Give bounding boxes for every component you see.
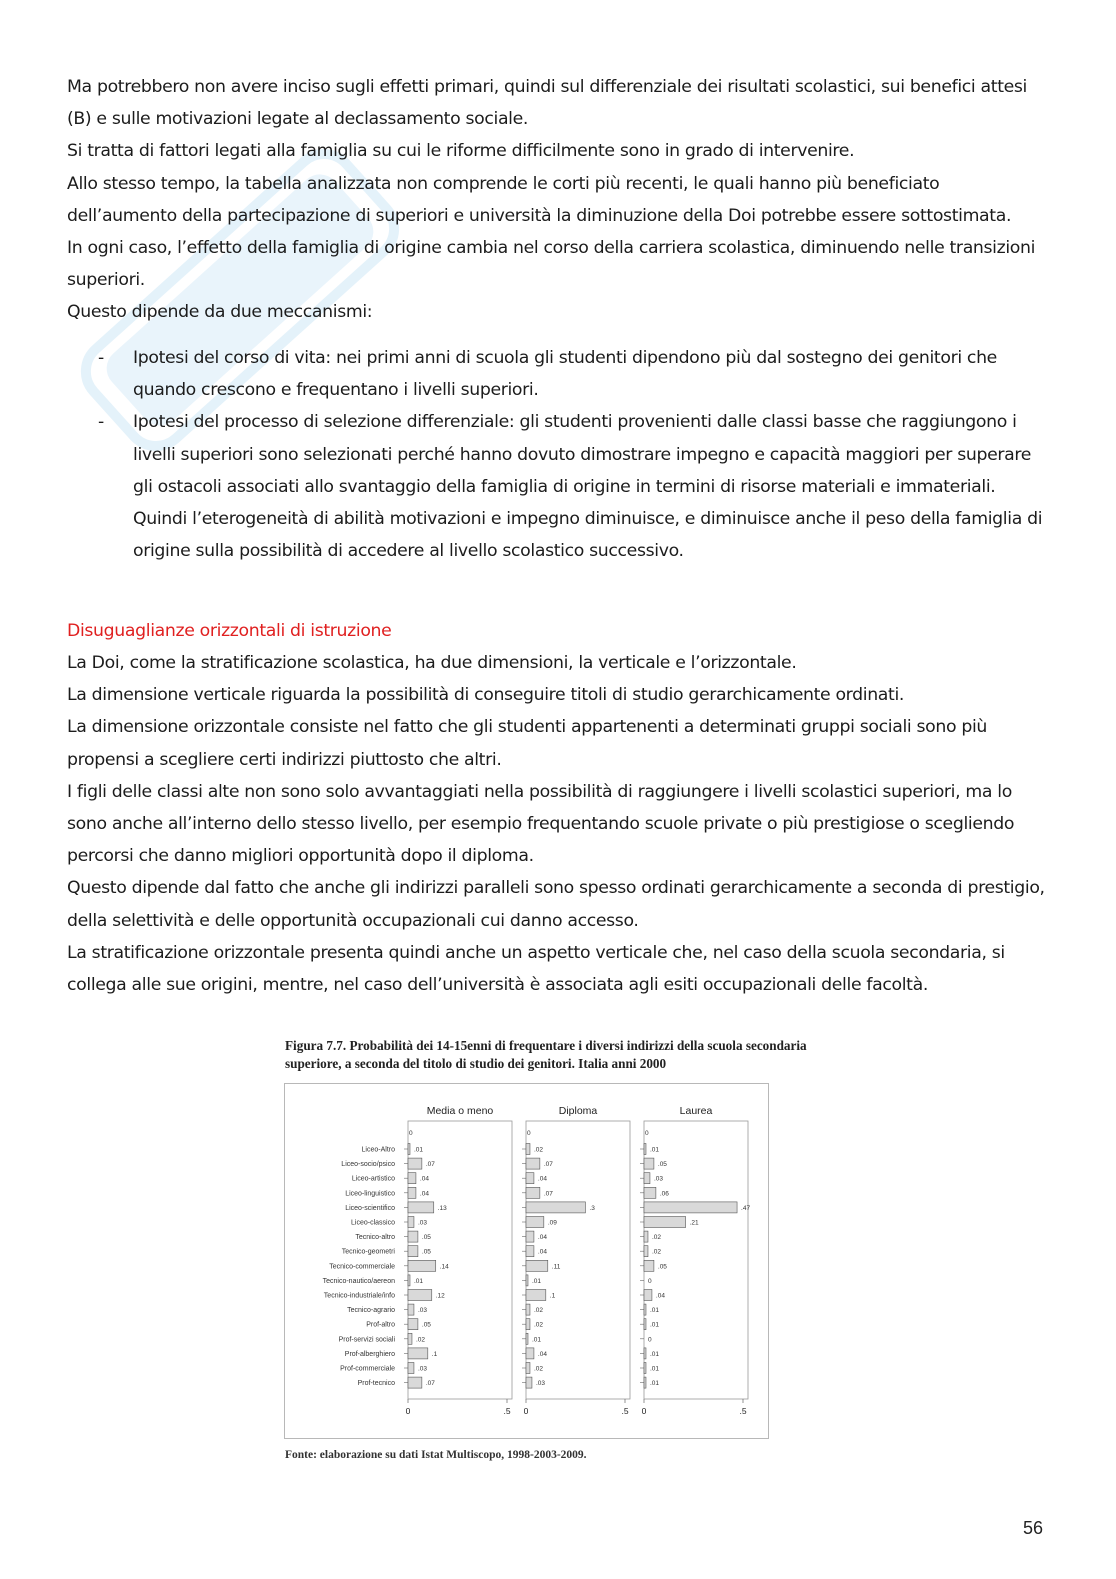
- paragraph: La stratificazione orizzontale presenta quindi anche un aspetto verticale che, nel caso della scuola secondaria, si collega alle sue origini, mentre, nel caso dell’università è associata agli esiti occupazionali delle facoltà.: [67, 942, 1005, 996]
- bar: [526, 1260, 548, 1271]
- paragraph: Questo dipende da due meccanismi:: [67, 302, 373, 323]
- bar: [644, 1319, 646, 1330]
- data-label: .01: [413, 1146, 424, 1154]
- category-label: Tecnico-commerciale: [329, 1263, 395, 1271]
- x-tick-label: 0: [523, 1406, 529, 1416]
- bar: [526, 1290, 546, 1301]
- data-label: .07: [543, 1161, 553, 1169]
- bar: [644, 1173, 650, 1184]
- bar: [644, 1231, 648, 1242]
- data-label: .1: [549, 1292, 556, 1300]
- x-tick-label: .5: [503, 1406, 511, 1416]
- bar: [408, 1173, 416, 1184]
- bar: [644, 1363, 646, 1374]
- top-tick-label: 0: [527, 1130, 531, 1137]
- data-label: .01: [649, 1146, 660, 1154]
- x-tick-label: 0: [641, 1406, 647, 1416]
- data-label: .02: [651, 1234, 662, 1242]
- data-label: .01: [413, 1277, 424, 1285]
- bar: [408, 1275, 410, 1286]
- dash-bullet-icon: -: [98, 348, 104, 368]
- panel-title: Laurea: [679, 1105, 713, 1117]
- figure-frame: [284, 1083, 769, 1439]
- data-label: .05: [421, 1321, 431, 1329]
- bar: [644, 1187, 656, 1198]
- panel-title: Diploma: [558, 1105, 598, 1117]
- data-label: .12: [435, 1292, 445, 1300]
- x-tick-label: .5: [739, 1406, 747, 1416]
- paragraph: La Doi, come la stratificazione scolastica, ha due dimensioni, la verticale e l’orizzontale.: [67, 653, 797, 673]
- data-label: .02: [533, 1321, 544, 1329]
- bar: [526, 1304, 530, 1315]
- list-item-text: Ipotesi del corso di vita: nei primi anni di scuola gli studenti dipendono più dal sostegno dei genitori che quando crescono e frequentano i livelli superiori.: [133, 348, 997, 401]
- bar: [526, 1158, 540, 1169]
- data-label: 0: [648, 1277, 652, 1285]
- bar: [526, 1319, 530, 1330]
- bar: [408, 1304, 414, 1315]
- paragraph: La dimensione orizzontale consiste nel fatto che gli studenti appartenenti a determinati gruppi sociali sono più propensi a scegliere certi indirizzi piuttosto che altri.: [67, 717, 988, 770]
- category-label: Liceo-linguistico: [345, 1190, 395, 1198]
- list-item: [98, 406, 1043, 503]
- data-label: .01: [531, 1336, 542, 1344]
- bar: [526, 1275, 528, 1286]
- data-label: .03: [417, 1307, 427, 1315]
- data-label: .14: [439, 1263, 449, 1271]
- data-label: .04: [655, 1292, 665, 1300]
- bar: [644, 1202, 737, 1213]
- bar: [644, 1144, 646, 1155]
- data-label: .06: [659, 1190, 669, 1198]
- data-label: .03: [653, 1175, 663, 1183]
- bar: [644, 1260, 654, 1271]
- bar: [526, 1217, 544, 1228]
- data-label: .07: [425, 1161, 435, 1169]
- bar: [526, 1173, 534, 1184]
- bar: [408, 1158, 422, 1169]
- bar: [408, 1363, 414, 1374]
- category-label: Liceo-socio/psico: [341, 1161, 395, 1169]
- bar: [408, 1217, 414, 1228]
- bar: [526, 1231, 534, 1242]
- data-label: .05: [421, 1234, 431, 1242]
- bar: [408, 1187, 416, 1198]
- paragraph: La dimensione verticale riguarda la possibilità di conseguire titoli di studio gerarchicamente ordinati.: [67, 685, 905, 706]
- data-label: .07: [425, 1380, 435, 1388]
- category-label: Liceo-classico: [351, 1219, 395, 1227]
- category-label: Prof-commerciale: [340, 1365, 395, 1373]
- data-label: .1: [431, 1350, 438, 1358]
- data-label: .11: [551, 1263, 561, 1271]
- data-label: .01: [649, 1321, 660, 1329]
- intro-paragraphs: [67, 71, 1052, 329]
- category-label: Tecnico-altro: [355, 1234, 395, 1242]
- data-label: .09: [547, 1219, 557, 1227]
- bar: [526, 1363, 530, 1374]
- bar: [526, 1246, 534, 1257]
- bar: [408, 1348, 428, 1359]
- bar: [644, 1304, 646, 1315]
- category-label: Prof-tecnico: [357, 1380, 395, 1388]
- data-label: .02: [415, 1336, 426, 1344]
- paragraph: Allo stesso tempo, la tabella analizzata non comprende le corti più recenti, le quali hanno più beneficiato dell’aumento della partecipazione di superiori e università la diminuzione della Doi potrebbe essere sottostimata.: [67, 173, 1012, 226]
- paragraph: Questo dipende dal fatto che anche gli indirizzi paralleli sono spesso ordinati gerarchicamente a seconda di prestigio, della selettività e delle opportunità occupazionali cui danno accesso.: [67, 878, 1045, 931]
- paragraph: Ma potrebbero non avere inciso sugli effetti primari, quindi sul differenziale dei risultati scolastici, sui benefici attesi (B) e sulle motivazioni legate al declassamento sociale.: [67, 77, 1028, 130]
- data-label: .47: [741, 1204, 751, 1212]
- page-number: 56: [1022, 1518, 1043, 1538]
- bar: [526, 1144, 530, 1155]
- top-tick-label: 0: [645, 1130, 649, 1137]
- section-heading: Disuguaglianze orizzontali di istruzione: [67, 621, 392, 641]
- category-label: Prof-servizi sociali: [338, 1336, 395, 1344]
- bar: [526, 1333, 528, 1344]
- figure-source: Fonte: elaborazione su dati Istat Multiscopo, 1998-2003-2009.: [285, 1449, 587, 1461]
- list-item-text: Ipotesi del processo di selezione differenziale: gli studenti provenienti dalle classi basse che raggiungono i livelli superiori sono selezionati perché hanno dovuto dimostrare impegno e capacità maggiori per superare gli ostacoli associati allo svantaggio della famiglia di origine in termini di risorse materiali e immateriali.: [133, 412, 1032, 497]
- bar: [408, 1260, 436, 1271]
- data-label: .01: [649, 1350, 660, 1358]
- data-label: .04: [537, 1175, 547, 1183]
- data-label: .02: [533, 1365, 544, 1373]
- data-label: .3: [589, 1204, 595, 1212]
- paragraph: I figli delle classi alte non sono solo avvantaggiati nella possibilità di raggiungere i livelli scolastici superiori, ma lo sono anche all’interno dello stesso livello, per esempio frequentando scuole private o più prestigiose o scegliendo percorsi che danno migliori opportunità dopo il diploma.: [67, 781, 1015, 867]
- category-label: Prof-altro: [366, 1321, 395, 1329]
- bar: [408, 1333, 412, 1344]
- bar: [644, 1377, 646, 1388]
- paragraph: Si tratta di fattori legati alla famiglia su cui le riforme difficilmente sono in grado di intervenire.: [67, 141, 855, 162]
- data-label: .04: [419, 1175, 429, 1183]
- data-label: .01: [649, 1380, 660, 1388]
- data-label: .01: [649, 1307, 660, 1315]
- paragraph: In ogni caso, l’effetto della famiglia di origine cambia nel corso della carriera scolastica, diminuendo nelle transizioni superiori.: [67, 238, 1036, 291]
- category-label: Prof-alberghiero: [344, 1350, 395, 1358]
- category-label: Tecnico-agrario: [347, 1307, 395, 1315]
- panel-title: Media o meno: [426, 1105, 494, 1117]
- section-paragraphs: [67, 647, 1052, 1001]
- data-label: .21: [689, 1219, 699, 1227]
- bar: [644, 1348, 646, 1359]
- data-label: .03: [535, 1380, 545, 1388]
- list-item: [98, 342, 1043, 406]
- data-label: .02: [533, 1146, 544, 1154]
- bar: [526, 1348, 534, 1359]
- bar: [408, 1144, 410, 1155]
- bullet-list: [98, 342, 1043, 567]
- bar: [408, 1202, 434, 1213]
- top-tick-label: 0: [409, 1130, 413, 1137]
- dash-bullet-icon: -: [98, 412, 104, 433]
- bar: [526, 1187, 540, 1198]
- category-label: Liceo-scientifico: [345, 1204, 395, 1212]
- data-label: .13: [437, 1204, 447, 1212]
- data-label: .05: [657, 1161, 667, 1169]
- category-label: Tecnico-nautico/aereon: [322, 1277, 395, 1285]
- category-label: Tecnico-industriale/info: [323, 1292, 395, 1300]
- bar: [644, 1290, 652, 1301]
- list-item-continuation: Quindi l’eterogeneità di abilità motivazioni e impegno diminuisce, e diminuisce anche il peso della famiglia di origine sulla possibilità di accedere al livello scolastico successivo.: [133, 509, 1043, 562]
- x-tick-label: 0: [405, 1406, 411, 1416]
- bar: [644, 1158, 654, 1169]
- category-label: Liceo-artistico: [351, 1175, 395, 1183]
- data-label: .05: [421, 1248, 431, 1256]
- bar: [408, 1377, 422, 1388]
- bar-chart: [285, 1084, 768, 1438]
- data-label: 0: [648, 1336, 652, 1344]
- bar: [408, 1246, 418, 1257]
- data-label: .04: [537, 1350, 547, 1358]
- bar: [408, 1290, 432, 1301]
- x-tick-label: .5: [621, 1406, 629, 1416]
- data-label: .05: [657, 1263, 667, 1271]
- bar: [408, 1319, 418, 1330]
- data-label: .01: [649, 1365, 660, 1373]
- category-label: Liceo-Altro: [361, 1146, 395, 1154]
- bar: [408, 1231, 418, 1242]
- data-label: .07: [543, 1190, 553, 1198]
- data-label: .04: [419, 1190, 429, 1198]
- data-label: .02: [533, 1307, 544, 1315]
- data-label: .04: [537, 1234, 547, 1242]
- data-label: .01: [531, 1277, 542, 1285]
- data-label: .03: [417, 1219, 427, 1227]
- bar: [644, 1217, 686, 1228]
- figure-caption: Figura 7.7. Probabilità dei 14-15enni di frequentare i diversi indirizzi della scuola secondaria superiore, a seconda del titolo di studio dei genitori. Italia anni 2000: [285, 1038, 807, 1071]
- bar: [526, 1202, 585, 1213]
- data-label: .04: [537, 1248, 547, 1256]
- category-label: Tecnico-geometri: [341, 1248, 395, 1256]
- data-label: .02: [651, 1248, 662, 1256]
- bar: [644, 1246, 648, 1257]
- data-label: .03: [417, 1365, 427, 1373]
- bar: [526, 1377, 532, 1388]
